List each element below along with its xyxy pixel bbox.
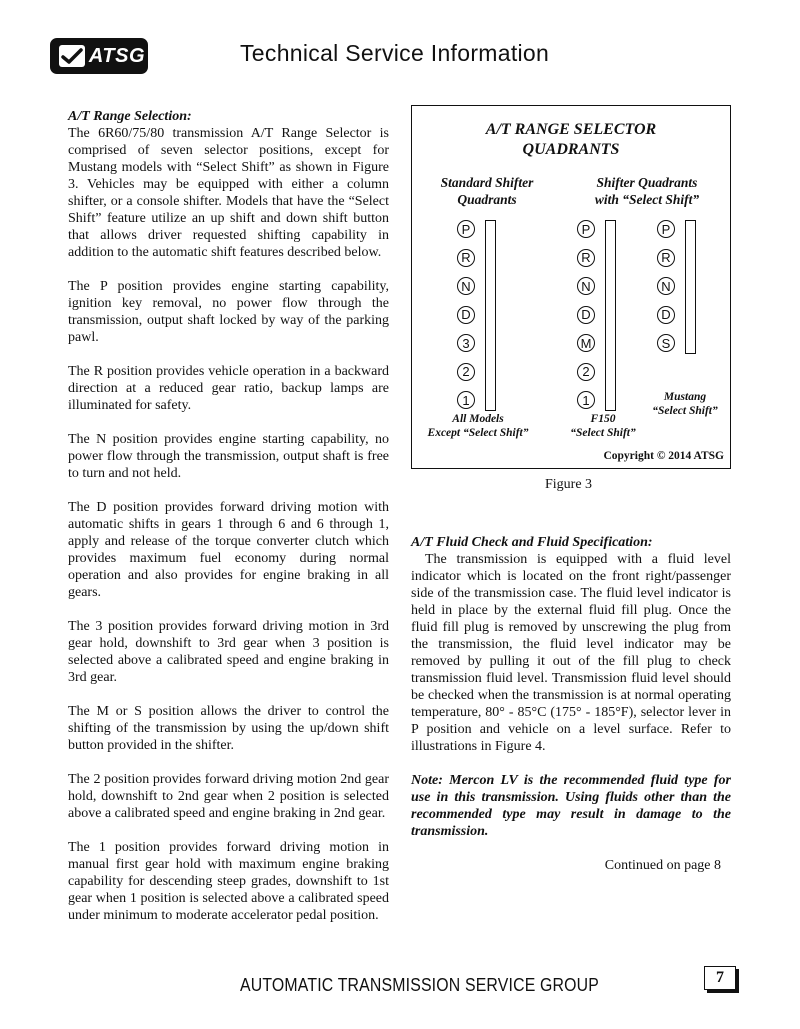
fluid-check-paragraph: The transmission is equipped with a fluid level indicator which is located on the front right/passenger side of the transmission case. The fluid level indicator is held in place by the external fluid fill plug. Once the fluid fill plug is removed by unscrewing the plug from the transmission, the fluid level indicator may be removed by pulling it out of the fill plug to check transmission fluid level. Transmission fluid level should be checked when the transmission is at normal operating temperature, 80° - 85°C (175° - 185°F), selector lever in P position and vehicle on a level surface. Refer to illustrations in Figure 4. xyxy=(411,552,731,754)
caption-f150-line-1: F150 xyxy=(590,413,616,425)
caption-f150-line-2: “Select Shift” xyxy=(570,427,636,439)
figure-title-line-2: QUADRANTS xyxy=(522,141,620,158)
figure-title xyxy=(412,120,730,160)
quadrant-letters xyxy=(657,220,677,363)
left-column xyxy=(68,108,389,941)
fluid-check-heading: A/T Fluid Check and Fluid Specification: xyxy=(411,535,653,550)
right-column xyxy=(411,534,731,874)
quadrant-bar xyxy=(605,220,616,411)
caption-f150 xyxy=(558,412,648,440)
quadrant-bar xyxy=(485,220,496,411)
d-position-paragraph: The D position provides forward driving motion with automatic shifts in gears 1 through 6 and 6 through 1, apply and release of the torque converter clutch which provides maximum fuel economy during normal operation and also provides for engine braking in all gears. xyxy=(68,500,389,600)
n-position-paragraph: The N position provides engine starting capability, no power flow through the transmission, output shaft is free to turn and not held. xyxy=(68,432,389,481)
gear-position-1: 1 xyxy=(457,391,475,409)
gear-position-1: 1 xyxy=(577,391,595,409)
gear-position-n: N xyxy=(657,277,675,295)
checkmark-icon xyxy=(59,45,85,67)
gear-position-d: D xyxy=(657,306,675,324)
gear-position-2: 2 xyxy=(577,363,595,381)
gear-position-n: N xyxy=(457,277,475,295)
gear-position-p: P xyxy=(657,220,675,238)
standard-heading-line-2: Quadrants xyxy=(457,192,517,207)
two-position-paragraph: The 2 position provides forward driving motion 2nd gear hold, downshift to 2nd gear when 2 position is selected above a calibrated speed and engine braking in 2nd gear. xyxy=(68,772,389,821)
caption-all-models-line-1: All Models xyxy=(452,413,504,425)
select-shift-heading xyxy=(577,174,717,208)
three-position-paragraph: The 3 position provides forward driving motion in 3rd gear hold, downshift to 3rd gear when 3 position is selected above a calibrated speed and engine braking in 3rd gear. xyxy=(68,619,389,685)
gear-position-2: 2 xyxy=(457,363,475,381)
quadrant-letters xyxy=(457,220,477,420)
quadrant-bar xyxy=(685,220,696,354)
gear-position-r: R xyxy=(657,249,675,267)
gear-position-s: S xyxy=(657,334,675,352)
caption-mustang xyxy=(644,390,726,418)
r-position-paragraph: The R position provides vehicle operation in a backward direction at a reduced gear ratio, backup lamps are illuminated for safety. xyxy=(68,364,389,413)
m-s-position-paragraph: The M or S position allows the driver to control the shifting of the transmission by using the up/down shift button provided in the shifter. xyxy=(68,704,389,753)
gear-position-n: N xyxy=(577,277,595,295)
caption-mustang-line-2: “Select Shift” xyxy=(652,405,718,417)
standard-heading-line-1: Standard Shifter xyxy=(440,175,534,190)
copyright-notice: Copyright © 2014 ATSG xyxy=(603,450,724,462)
gear-position-p: P xyxy=(457,220,475,238)
intro-paragraph: The 6R60/75/80 transmission A/T Range Selector is comprised of seven selector positions, except for Mustang models with “Select Shift” as shown in Figure 3. Vehicles may be equipped with either a column shifter, or a console shifter. Models that have the “Select Shift” feature utilize an up shift and down shift button that allows driver requested shifting capability in addition to the automatic shift features described below. xyxy=(68,126,389,260)
mercon-note: Note: Mercon LV is the recommended fluid type for use in this transmission. Using fluids other than the recommended type may result in damage to the transmission. xyxy=(411,773,731,839)
gear-position-r: R xyxy=(577,249,595,267)
caption-mustang-line-1: Mustang xyxy=(663,391,707,403)
one-position-paragraph: The 1 position provides forward driving motion in manual first gear hold with maximum engine braking capability for descending steep grades, downshift to 1st gear when 1 position is selected above a calibrated speed under minimum to moderate accelerator pedal position. xyxy=(68,840,389,923)
footer-organization: AUTOMATIC TRANSMISSION SERVICE GROUP xyxy=(240,975,599,995)
gear-position-3: 3 xyxy=(457,334,475,352)
p-position-paragraph: The P position provides engine starting capability, ignition key removal, no power flow through the transmission, output shaft locked by way of the parking pawl. xyxy=(68,279,389,345)
gear-position-p: P xyxy=(577,220,595,238)
continued-notice: Continued on page 8 xyxy=(604,858,721,873)
figure-label: Figure 3 xyxy=(545,477,593,492)
caption-all-models xyxy=(412,412,544,440)
select-heading-line-1: Shifter Quadrants xyxy=(596,175,698,190)
range-selector-figure xyxy=(411,105,731,469)
range-selection-heading: A/T Range Selection: xyxy=(68,109,192,124)
standard-shifter-heading xyxy=(422,174,552,208)
logo-text: ATSG xyxy=(88,44,145,67)
atsg-logo xyxy=(50,38,148,74)
page-number: 7 xyxy=(704,966,736,990)
caption-all-models-line-2: Except “Select Shift” xyxy=(427,427,529,439)
select-heading-line-2: with “Select Shift” xyxy=(594,192,700,207)
quadrant-letters xyxy=(577,220,597,420)
gear-position-m: M xyxy=(577,334,595,352)
gear-position-r: R xyxy=(457,249,475,267)
gear-position-d: D xyxy=(577,306,595,324)
gear-position-d: D xyxy=(457,306,475,324)
page-header xyxy=(0,0,800,90)
page-title: Technical Service Information xyxy=(240,40,550,66)
figure-title-line-1: A/T RANGE SELECTOR xyxy=(485,121,657,138)
